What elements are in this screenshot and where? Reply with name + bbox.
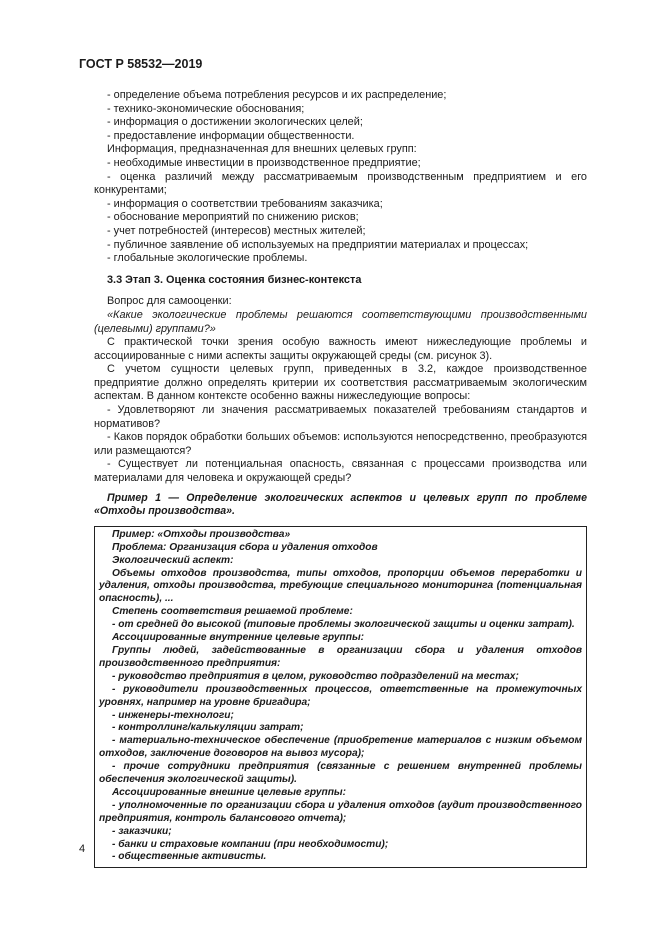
list-item: - технико-экономические обоснования; [107, 102, 305, 115]
box-line: - прочие сотрудники предприятия (связанные с решением внутренней проблемы обеспечения экологической защиты). [99, 761, 582, 786]
list-item: - информация о достижении экологических целей; [107, 116, 363, 129]
box-line: - заказчики; [112, 825, 172, 837]
list-item: - обоснование мероприятий по снижению рисков; [107, 211, 359, 224]
list-item: - определение объема потребления ресурсов и их распределение; [107, 89, 447, 101]
list-item: - публичное заявление об используемых на предприятии материалах и процессах; [107, 238, 529, 251]
box-line: Пример: «Отходы производства» [112, 528, 291, 540]
box-line: Группы людей, задействованные в организации сбора и удаления отходов производственного предприятия: [99, 644, 582, 669]
self-check-question: «Какие экологические проблемы решаются соответствующими производственными (целевыми) группами?» [94, 308, 587, 335]
box-line: - материально-техническое обеспечение (приобретение материалов с низким объемом отходов, заключение договоров на вывоз мусора); [99, 735, 582, 760]
page-number: 4 [79, 843, 86, 855]
example-title: Пример 1 — Определение экологических аспектов и целевых групп по проблеме «Отходы производства». [94, 491, 587, 518]
paragraph: С практической точки зрения особую важность имеют нижеследующие проблемы и ассоциированные с ними аспекты защиты окружающей среды (см. рисунок 3). [94, 336, 587, 362]
section-title: 3.3 Этап 3. Оценка состояния бизнес-контекста [107, 273, 362, 286]
document-header: ГОСТ Р 58532—2019 [79, 57, 203, 71]
list-item: - учет потребностей (интересов) местных жителей; [107, 224, 366, 237]
box-line: Экологический аспект: [112, 554, 234, 566]
page-body [94, 89, 587, 868]
box-line: - инженеры-технологи; [112, 709, 234, 721]
box-line: - руководители производственных процессов, ответственные на промежуточных уровнях, например на уровне бригадира; [99, 683, 582, 708]
list-item: - глобальные экологические проблемы. [107, 252, 308, 265]
box-line: - общественные активисты. [112, 851, 267, 863]
question-item: - Удовлетворяют ли значения рассматриваемых показателей требованиям стандартов и нормативов? [94, 404, 587, 430]
box-line: - банки и страховые компании (при необходимости); [112, 838, 389, 850]
list-item: - необходимые инвестиции в производственное предприятие; [107, 156, 421, 169]
list-item: - оценка различий между рассматриваемым производственным предприятием и его конкурентами; [94, 170, 587, 197]
box-line: - контроллинг/калькуляции затрат; [112, 722, 304, 734]
box-line: Объемы отходов производства, типы отходов, пропорции объемов переработки и удаления, отходы производства, требующие специального мониторинга (потенциальная опасность), ... [99, 567, 582, 605]
paragraph: С учетом сущности целевых групп, приведенных в 3.2, каждое производственное предприятие должно определять критерии их соответствия рассматриваемым экологическим аспектам. В данном контексте особенно важны нижеследующие вопросы: [94, 363, 587, 403]
example-box [94, 526, 587, 869]
question-item: - Существует ли потенциальная опасность, связанная с процессами производства или материалами для человека и окружающей среды? [94, 458, 587, 485]
box-line: - от средней до высокой (типовые проблемы экологической защиты и оценки затрат). [112, 619, 575, 631]
box-line: Проблема: Организация сбора и удаления отходов [112, 541, 378, 553]
question-item: - Каков порядок обработки больших объемов: используются непосредственно, преобразуются или размещаются? [94, 431, 587, 457]
list-item: - информация о соответствии требованиям заказчика; [107, 197, 383, 210]
box-line: - руководство предприятия в целом, руководство подразделений на местах; [112, 670, 519, 682]
box-line: - уполномоченные по организации сбора и удаления отходов (аудит производственного предприятия, контроль балансового отчета); [99, 799, 582, 824]
box-line: Ассоциированные внешние целевые группы: [112, 786, 347, 798]
box-line: Ассоциированные внутренние целевые группы: [112, 632, 365, 644]
external-intro: Информация, предназначенная для внешних целевых групп: [107, 143, 417, 156]
box-line: Степень соответствия решаемой проблеме: [112, 606, 353, 618]
self-check-label: Вопрос для самооценки: [107, 295, 232, 308]
list-item: - предоставление информации общественности. [107, 129, 355, 142]
